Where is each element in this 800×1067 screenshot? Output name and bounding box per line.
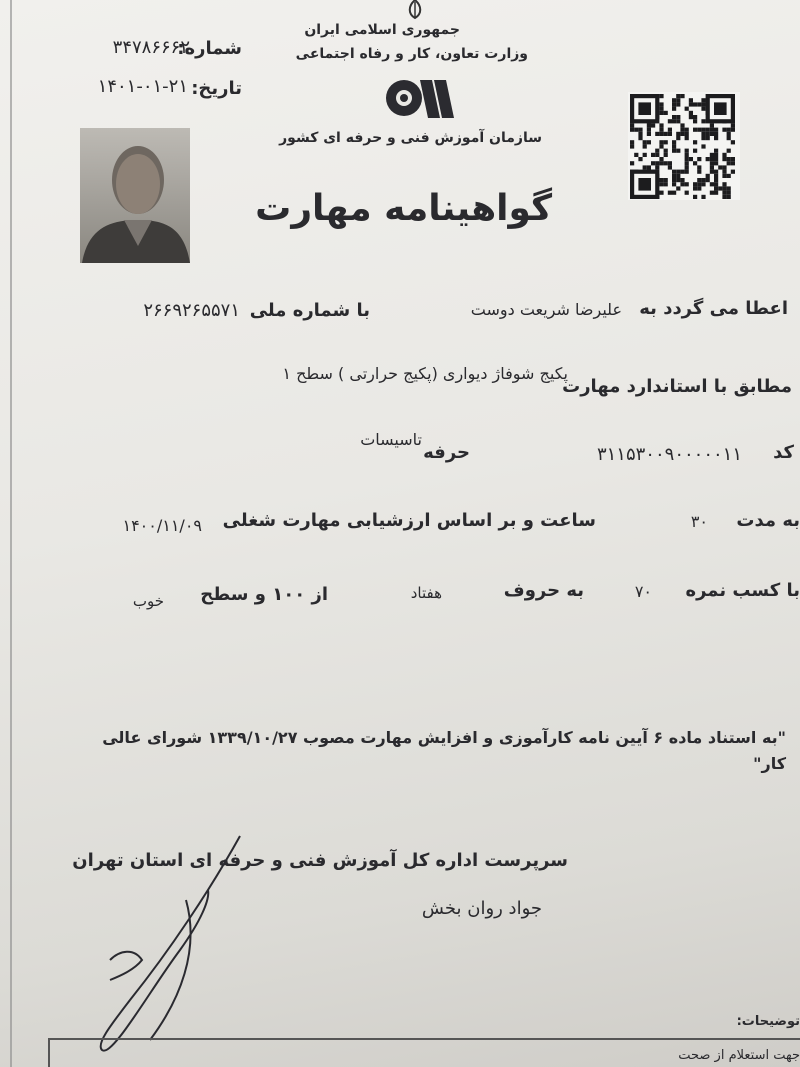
date-value: ۱۴۰۱-۰۱-۲۱ xyxy=(97,76,188,97)
holder-photo xyxy=(80,128,190,263)
out-of-text: از ۱۰۰ و سطح xyxy=(200,584,328,605)
in-words-value: هفتاد xyxy=(410,584,442,602)
code-value: ۳۱۱۵۳۰۰۹۰۰۰۰۰۱۱ xyxy=(596,444,742,465)
page-border xyxy=(10,0,12,1067)
trade-value: تاسیسات xyxy=(360,430,422,449)
number-value: ۳۴۷۸۶۶۶۲ xyxy=(112,37,190,58)
assessment-date: ۱۴۰۰/۱۱/۰۹ xyxy=(122,516,202,535)
iran-emblem-icon xyxy=(400,0,430,20)
score-value: ۷۰ xyxy=(634,582,652,601)
footer-label: توضیحات: xyxy=(736,1014,800,1029)
ministry-name: وزارت تعاون، کار و رفاه اجتماعی xyxy=(295,46,528,62)
qr-code-icon xyxy=(628,92,740,200)
regulation-text: "به استناد ماده ۶ آیین نامه کارآموزی و افزایش مهارت مصوب ۱۳۳۹/۱۰/۲۷ شورای عالی کار" xyxy=(102,728,786,773)
signature-mark xyxy=(90,830,250,1060)
hours-text: ساعت و بر اساس ارزشیابی مهارت شغلی xyxy=(222,510,596,531)
score-label: با کسب نمره xyxy=(685,580,800,601)
country-name: جمهوری اسلامی ایران xyxy=(304,22,460,38)
tvto-logo-icon xyxy=(380,70,456,126)
footer-text: جهت استعلام از صحت xyxy=(678,1048,800,1063)
signatory-name: جواد روان بخش xyxy=(421,898,542,919)
in-words-label: به حروف xyxy=(503,580,584,601)
certificate-title: گواهینامه مهارت xyxy=(255,188,552,229)
organization-name: سازمان آموزش فنی و حرفه ای کشور xyxy=(279,130,542,146)
number-label: شماره: xyxy=(177,38,242,59)
awarded-label: اعطا می گردد به xyxy=(639,298,788,319)
awarded-name: علیرضا شریعت دوست xyxy=(470,300,622,319)
standard-label: مطابق با استاندارد مهارت xyxy=(562,376,792,397)
code-label: کد xyxy=(773,442,794,463)
national-id-label: با شماره ملی xyxy=(249,300,370,321)
duration-label: به مدت xyxy=(736,510,800,531)
trade-label: حرفه xyxy=(423,442,470,463)
signatory-title: سرپرست اداره کل آموزش فنی و حرفه ای استان تهران xyxy=(72,850,568,871)
duration-value: ۳۰ xyxy=(690,512,708,531)
standard-value: پکیج شوفاژ دیواری (پکیج حرارتی ) سطح ۱ xyxy=(282,364,568,383)
level-value: خوب xyxy=(132,592,164,610)
date-label: تاریخ: xyxy=(191,78,242,99)
national-id-value: ۲۶۶۹۲۶۵۵۷۱ xyxy=(143,300,240,321)
